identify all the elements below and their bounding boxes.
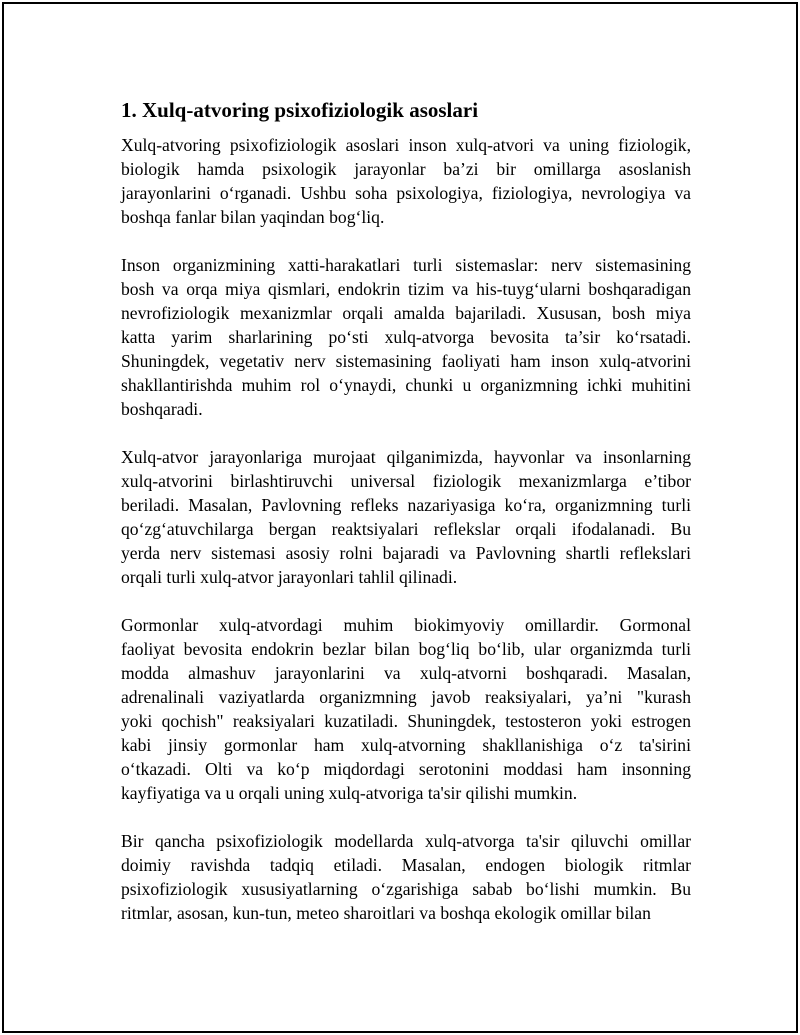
paragraph-line: biologik hamda psixologik jarayonlar ba’zi bir omillarga asoslanish	[121, 159, 691, 179]
paragraph-line: orqali turli xulq-atvor jarayonlari tahlil qilinadi.	[121, 567, 458, 587]
paragraph-line: psixofiziologik xususiyatlarning o‘zgarishiga sabab bo‘lishi mumkin. Bu	[121, 879, 691, 899]
body-paragraph	[121, 133, 691, 229]
paragraph-line: Gormonlar xulq-atvordagi muhim biokimyoviy omillardir. Gormonal	[121, 615, 691, 635]
paragraph-line: kayfiyatiga va u orqali uning xulq-atvoriga ta'sir qilishi mumkin.	[121, 783, 578, 803]
paragraph-line: ritmlar, asosan, kun-tun, meteo sharoitlari va boshqa ekologik omillar bilan	[121, 903, 651, 923]
paragraph-line: doimiy ravishda tadqiq etiladi. Masalan, endogen biologik ritmlar	[121, 855, 691, 875]
paragraph-line: Inson organizmining xatti-harakatlari turli sistemaslar: nerv sistemasining	[121, 255, 691, 275]
paragraph-line: shakllantirishda muhim rol o‘ynaydi, chunki u organizmning ichki muhitini	[121, 375, 691, 395]
paragraph-line: boshqaradi.	[121, 399, 203, 419]
paragraph-list	[121, 133, 691, 925]
document-body	[121, 96, 691, 949]
paragraph-line: boshqa fanlar bilan yaqindan bog‘liq.	[121, 207, 385, 227]
paragraph-line: Xulq-atvoring psixofiziologik asoslari inson xulq-atvori va uning fiziologik,	[121, 135, 691, 155]
paragraph-line: modda almashuv jarayonlarini va xulq-atvorni boshqaradi. Masalan,	[121, 663, 691, 683]
paragraph-line: adrenalinali vaziyatlarda organizmning javob reaksiyalari, ya’ni "kurash	[121, 687, 691, 707]
paragraph-line: kabi jinsiy gormonlar ham xulq-atvorning shakllanishiga o‘z ta'sirini	[121, 735, 691, 755]
paragraph-line: faoliyat bevosita endokrin bezlar bilan bog‘liq bo‘lib, ular organizmda turli	[121, 639, 691, 659]
paragraph-line: Shuningdek, vegetativ nerv sistemasining faoliyati ham inson xulq-atvorini	[121, 351, 691, 371]
body-paragraph	[121, 613, 691, 805]
paragraph-line: katta yarim sharlarining po‘sti xulq-atvorga bevosita ta’sir ko‘rsatadi.	[121, 327, 691, 347]
paragraph-line: o‘tkazadi. Olti va ko‘p miqdordagi serotonini moddasi ham insonning	[121, 759, 691, 779]
paragraph-line: yerda nerv sistemasi asosiy rolni bajaradi va Pavlovning shartli reflekslari	[121, 543, 691, 563]
paragraph-line: Bir qancha psixofiziologik modellarda xulq-atvorga ta'sir qiluvchi omillar	[121, 831, 691, 851]
body-paragraph	[121, 829, 691, 925]
document-page	[2, 2, 798, 1033]
body-paragraph	[121, 445, 691, 589]
section-heading: 1. Xulq-atvoring psixofiziologik asoslari	[121, 98, 479, 122]
paragraph-line: jarayonlarini o‘rganadi. Ushbu soha psixologiya, fiziologiya, nevrologiya va	[121, 183, 691, 203]
paragraph-line: qo‘zg‘atuvchilarga bergan reaktsiyalari reflekslar orqali ifodalanadi. Bu	[121, 519, 691, 539]
paragraph-line: nevrofiziologik mexanizmlar orqali amalda bajariladi. Xususan, bosh miya	[121, 303, 691, 323]
paragraph-line: Xulq-atvor jarayonlariga murojaat qilganimizda, hayvonlar va insonlarning	[121, 447, 691, 467]
paragraph-line: beriladi. Masalan, Pavlovning refleks nazariyasiga ko‘ra, organizmning turli	[121, 495, 691, 515]
paragraph-line: yoki qochish" reaksiyalari kuzatiladi. Shuningdek, testosteron yoki estrogen	[121, 711, 691, 731]
paragraph-line: xulq-atvorini birlashtiruvchi universal fiziologik mexanizmlarga e’tibor	[121, 471, 691, 491]
paragraph-line: bosh va orqa miya qismlari, endokrin tizim va his-tuyg‘ularni boshqaradigan	[121, 279, 691, 299]
body-paragraph	[121, 253, 691, 421]
